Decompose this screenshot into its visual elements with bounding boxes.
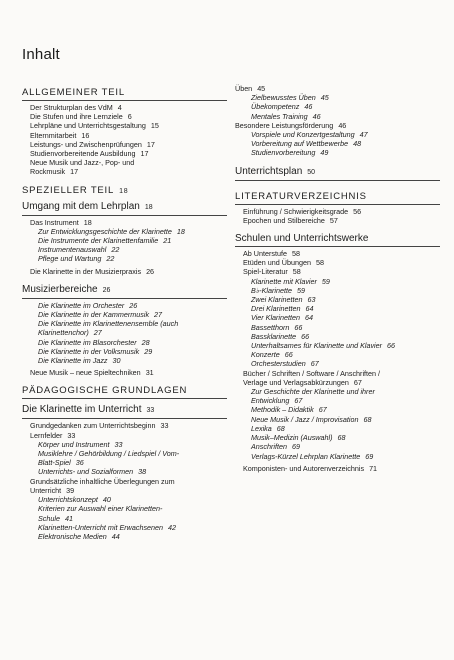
toc-page-number: 57	[329, 215, 338, 225]
toc-entry-title: LITERATURVERZEICHNIS	[235, 190, 367, 202]
toc-entry-title: Zwei Klarinetten	[251, 295, 303, 305]
toc-page-number: 69	[365, 451, 374, 461]
toc-entry	[22, 310, 227, 319]
toc-page-number: 66	[284, 350, 293, 360]
toc-entry	[22, 227, 227, 236]
toc-entry-title: Unterhaltsames für Klarinette und Klavier	[251, 341, 383, 351]
toc-page-number: 33	[114, 439, 123, 449]
toc-entry-title: Lernfelder	[30, 430, 63, 440]
toc-entry	[235, 258, 440, 267]
toc-entry-title: Klarinetten-Unterricht mit Erwachsenen	[38, 522, 164, 532]
toc-entry-title: PÄDAGOGISCHE GRUNDLAGEN	[22, 385, 188, 397]
toc-entry	[22, 158, 227, 167]
toc-entry-title: Spiel-Literatur	[243, 267, 288, 277]
toc-entry	[235, 102, 440, 111]
toc-page-number: 68	[363, 414, 372, 424]
toc-entry	[235, 304, 440, 313]
toc-entry	[235, 378, 440, 387]
toc-entry-title: Entwicklung	[251, 396, 290, 406]
toc-entry	[235, 216, 440, 225]
toc-entry-title: Konzerte	[251, 350, 280, 360]
toc-entry-title: Umgang mit dem Lehrplan	[22, 200, 140, 212]
toc-page-number: 41	[64, 513, 73, 523]
toc-page-number: 45	[257, 84, 266, 93]
toc-entry-title: Musizierbereiche	[22, 283, 98, 295]
toc-page-number: 33	[67, 430, 76, 440]
toc-entry-title: Vier Klarinetten	[251, 313, 301, 323]
toc-page-number: 26	[146, 266, 155, 276]
toc-entry-title: Üben	[235, 84, 253, 93]
toc-page-number: 36	[75, 458, 84, 468]
toc-entry-title: Die Klarinette in der Musizierpraxis	[30, 266, 142, 276]
toc-page-number: 33	[146, 407, 155, 415]
toc-page-number: 29	[144, 346, 153, 356]
toc-entry-title: Zur Entwicklungsgeschichte der Klarinette	[38, 226, 172, 236]
toc-entry	[22, 440, 227, 449]
toc-page-number: 49	[320, 148, 329, 158]
toc-entry-title: Unterrichtsplan	[235, 165, 303, 177]
toc-entry-title: Vorspiele und Konzertgestaltung	[251, 130, 355, 140]
toc-page-number: 21	[163, 236, 172, 246]
toc-page-number: 63	[307, 295, 316, 305]
toc-entry	[22, 338, 227, 347]
toc-entry-title: Elternmitarbeit	[30, 130, 77, 140]
toc-entry-title: Schulen und Unterrichtswerke	[235, 233, 369, 245]
toc-entry	[22, 236, 227, 245]
toc-entry-title: Neue Musik – neue Spieltechniken	[30, 368, 141, 378]
toc-page-number: 26	[102, 286, 111, 294]
toc-entry-title: Studienvorbereitung	[251, 148, 316, 158]
toc-page-number: 68	[337, 433, 346, 443]
toc-entry	[22, 495, 227, 504]
toc-entry-title: Körper und Instrument	[38, 439, 110, 449]
toc-page-number: 27	[93, 328, 102, 338]
toc-section-heading	[22, 198, 227, 216]
toc-page-number: 47	[359, 130, 368, 140]
toc-page-number: 59	[296, 285, 305, 295]
toc-entry	[235, 464, 440, 473]
toc-section-heading	[22, 382, 227, 399]
toc-page-number: 18	[144, 203, 153, 211]
toc-section-heading	[235, 163, 440, 181]
toc-entry-title: ALLGEMEINER TEIL	[22, 87, 125, 98]
toc-right-column	[235, 84, 440, 473]
toc-entry	[235, 286, 440, 295]
toc-entry	[235, 442, 440, 451]
toc-entry-title: Die Stufen und ihre Lernziele	[30, 112, 123, 122]
toc-entry	[235, 130, 440, 139]
toc-entry	[22, 149, 227, 158]
toc-entry-title: Blatt-Spiel	[38, 458, 71, 468]
toc-entry-title: Mentales Training	[251, 111, 308, 121]
toc-entry-title: Klarinette mit Klavier	[251, 276, 317, 286]
toc-entry	[22, 347, 227, 356]
toc-entry	[235, 350, 440, 359]
toc-entry	[22, 523, 227, 532]
toc-entry	[22, 218, 227, 227]
toc-page-number: 58	[291, 249, 300, 259]
toc-page-number: 31	[145, 368, 154, 378]
toc-entry-title: Methodik – Didaktik	[251, 405, 314, 415]
toc-entry-title: SPEZIELLER TEIL	[22, 184, 115, 196]
toc-entry-title: Anschriften	[251, 442, 287, 452]
toc-entry	[22, 301, 227, 310]
toc-entry	[22, 245, 227, 254]
toc-entry-title: Der Strukturplan des VdM	[30, 103, 113, 112]
toc-page-number: 44	[111, 531, 120, 541]
toc-entry	[235, 139, 440, 148]
toc-page-number: 16	[81, 130, 90, 140]
toc-entry-title: Zur Geschichte der Klarinette und ihrer	[251, 387, 375, 397]
toc-entry	[235, 277, 440, 286]
toc-page-number: 30	[112, 356, 121, 366]
toc-entry-title: Schule	[38, 513, 60, 523]
toc-entry	[22, 103, 227, 112]
toc-entry	[235, 332, 440, 341]
toc-section-heading	[22, 84, 227, 101]
toc-page-number: 39	[66, 485, 75, 495]
toc-entry-title: Die Klarinette in der Kammermusik	[38, 310, 150, 320]
toc-entry-title: Bücher / Schriften / Software / Anschriften /	[243, 368, 381, 378]
toc-entry-title: Rockmusik	[30, 167, 66, 177]
page-title: Inhalt	[22, 46, 60, 63]
toc-entry-title: Instrumentenauswahl	[38, 245, 107, 255]
toc-entry	[235, 313, 440, 322]
toc-entry	[22, 514, 227, 523]
toc-page-number: 67	[353, 377, 362, 387]
toc-left-column	[22, 84, 227, 541]
toc-entry	[22, 431, 227, 440]
toc-page-number: 18	[83, 217, 92, 227]
toc-entry	[235, 359, 440, 368]
toc-entry	[22, 328, 227, 337]
toc-page-number: 6	[127, 112, 132, 122]
toc-entry-title: Etüden und Übungen	[243, 258, 311, 268]
toc-entry-title: Vorbereitung auf Wettbewerbe	[251, 139, 349, 149]
toc-page-number: 42	[168, 522, 177, 532]
toc-entry	[235, 323, 440, 332]
toc-entry-title: Unterrichts- und Sozialformen	[38, 467, 134, 477]
toc-entry	[22, 504, 227, 513]
toc-page-number: 67	[318, 405, 327, 415]
toc-page-number: 26	[129, 300, 138, 310]
toc-entry	[235, 452, 440, 461]
toc-entry-title: Grundsätzliche inhaltliche Überlegungen zum	[30, 476, 175, 486]
toc-page-number: 45	[320, 93, 329, 103]
toc-page-number: 50	[307, 168, 316, 176]
toc-entry-title: B♭-Klarinette	[251, 285, 292, 295]
toc-entry	[22, 319, 227, 328]
toc-page-number: 71	[369, 463, 378, 473]
toc-entry-title: Leistungs- und Zwischenprüfungen	[30, 139, 142, 149]
toc-entry-title: Lexika	[251, 423, 272, 433]
toc-entry-title: Verlags-Kürzel Lehrplan Klarinette	[251, 451, 361, 461]
toc-page-number: 58	[315, 258, 324, 268]
toc-entry	[235, 369, 440, 378]
toc-entry	[22, 532, 227, 541]
toc-entry-title: Die Klarinette im Orchester	[38, 300, 125, 310]
toc-entry	[235, 405, 440, 414]
toc-entry	[22, 167, 227, 176]
toc-page-number: 15	[150, 121, 159, 131]
toc-entry-title: Studienvorbereitende Ausbildung	[30, 149, 136, 159]
toc-entry-title: Besondere Leistungsförderung	[235, 120, 334, 130]
toc-entry	[235, 396, 440, 405]
toc-entry-title: Musiklehre / Gehörbildung / Liedspiel / Vom-	[38, 449, 180, 459]
toc-entry	[235, 112, 440, 121]
toc-entry-title: Die Klarinette im Jazz	[38, 356, 108, 366]
toc-page-number: 67	[294, 396, 303, 406]
toc-entry	[235, 148, 440, 157]
toc-entry	[235, 295, 440, 304]
toc-entry-title: Bassklarinette	[251, 331, 297, 341]
toc-page-number: 4	[117, 103, 122, 112]
toc-entry-title: Drei Klarinetten	[251, 304, 301, 314]
toc-page-number: 40	[102, 495, 111, 505]
toc-page-number: 38	[138, 467, 147, 477]
toc-page-number: 22	[111, 245, 120, 255]
toc-page-number: 58	[292, 267, 301, 277]
toc-entry-title: Unterricht	[30, 485, 62, 495]
toc-section-heading	[22, 401, 227, 419]
toc-entry-title: Musik–Medizin (Auswahl)	[251, 433, 333, 443]
toc-entry-title: Ab Unterstufe	[243, 249, 287, 259]
toc-entry	[22, 449, 227, 458]
toc-entry	[22, 121, 227, 130]
toc-entry-title: Die Instrumente der Klarinettenfamilie	[38, 236, 159, 246]
toc-page-number: 46	[338, 120, 347, 130]
toc-entry-title: Die Klarinette in der Volksmusik	[38, 346, 140, 356]
toc-entry	[22, 458, 227, 467]
toc-section-heading	[22, 182, 227, 198]
toc-page-number: 56	[353, 206, 362, 216]
toc-entry-title: Neue Musik und Jazz-, Pop- und	[30, 158, 135, 168]
toc-entry	[22, 267, 227, 276]
toc-entry	[22, 112, 227, 121]
toc-page-number: 18	[119, 187, 129, 195]
toc-entry-title: Übekompetenz	[251, 102, 300, 112]
toc-entry-title: Unterrichtskonzept	[38, 495, 98, 505]
toc-entry	[235, 207, 440, 216]
toc-entry	[22, 486, 227, 495]
toc-page-number: 68	[276, 423, 285, 433]
toc-entry-title: Zielbewusstes Üben	[251, 93, 316, 103]
toc-page-number: 69	[291, 442, 300, 452]
toc-page-number: 66	[387, 341, 396, 351]
toc-entry-title: Die Klarinette im Blasorchester	[38, 337, 137, 347]
toc-entry-title: Die Klarinette im Unterricht	[22, 404, 142, 416]
toc-entry-title: Verlage und Verlagsabkürzungen	[243, 377, 349, 387]
toc-entry	[22, 477, 227, 486]
toc-entry	[235, 387, 440, 396]
toc-entry	[22, 421, 227, 430]
toc-section-heading	[235, 188, 440, 205]
toc-entry-title: Neue Musik / Jazz / Improvisation	[251, 414, 359, 424]
toc-page-number: 64	[305, 304, 314, 314]
toc-page-number: 33	[160, 421, 169, 431]
toc-entry-title: Orchesterstudien	[251, 359, 306, 369]
toc-page-number: 66	[301, 331, 310, 341]
toc-page-number: 17	[70, 167, 79, 177]
toc-page-number: 22	[106, 254, 115, 264]
toc-entry	[235, 433, 440, 442]
toc-entry-title: Lehrpläne und Unterrichtsgestaltung	[30, 121, 146, 131]
toc-entry	[235, 84, 440, 93]
toc-page-number: 27	[154, 310, 163, 320]
toc-page-number: 46	[312, 111, 321, 121]
toc-entry	[235, 267, 440, 276]
toc-entry-title: Klarinettenchor)	[38, 328, 89, 338]
toc-page-number: 64	[305, 313, 314, 323]
toc-entry	[235, 424, 440, 433]
toc-page-number: 28	[141, 337, 150, 347]
toc-page-number: 18	[176, 226, 185, 236]
toc-entry	[22, 131, 227, 140]
toc-entry	[235, 415, 440, 424]
toc-page-number: 66	[294, 322, 303, 332]
toc-entry	[235, 93, 440, 102]
toc-entry	[22, 356, 227, 365]
toc-entry	[22, 368, 227, 377]
toc-entry-title: Die Klarinette im Klarinettenensemble (auch	[38, 319, 179, 329]
toc-section-heading	[22, 281, 227, 299]
toc-page-number: 17	[146, 139, 155, 149]
toc-entry	[22, 140, 227, 149]
toc-entry-title: Komponisten- und Autorenverzeichnis	[243, 463, 365, 473]
toc-section-heading	[235, 230, 440, 247]
toc-entry	[22, 467, 227, 476]
toc-entry-title: Bassetthorn	[251, 322, 290, 332]
toc-entry	[235, 249, 440, 258]
toc-page-number: 48	[353, 139, 362, 149]
toc-page-number: 17	[140, 149, 149, 159]
toc-entry	[235, 341, 440, 350]
toc-entry-title: Pflege und Wartung	[38, 254, 102, 264]
toc-entry-title: Einführung / Schwierigkeitsgrade	[243, 206, 349, 216]
toc-page-number: 46	[304, 102, 313, 112]
toc-entry-title: Kriterien zur Auswahl einer Klarinetten-	[38, 504, 163, 514]
toc-page-number: 67	[310, 359, 319, 369]
toc-entry-title: Epochen und Stilbereiche	[243, 215, 325, 225]
toc-entry-title: Elektronische Medien	[38, 531, 107, 541]
toc-entry-title: Grundgedanken zum Unterrichtsbeginn	[30, 421, 156, 431]
toc-entry-title: Das Instrument	[30, 217, 79, 227]
toc-entry	[22, 254, 227, 263]
toc-entry	[235, 121, 440, 130]
toc-page-number: 59	[321, 276, 330, 286]
